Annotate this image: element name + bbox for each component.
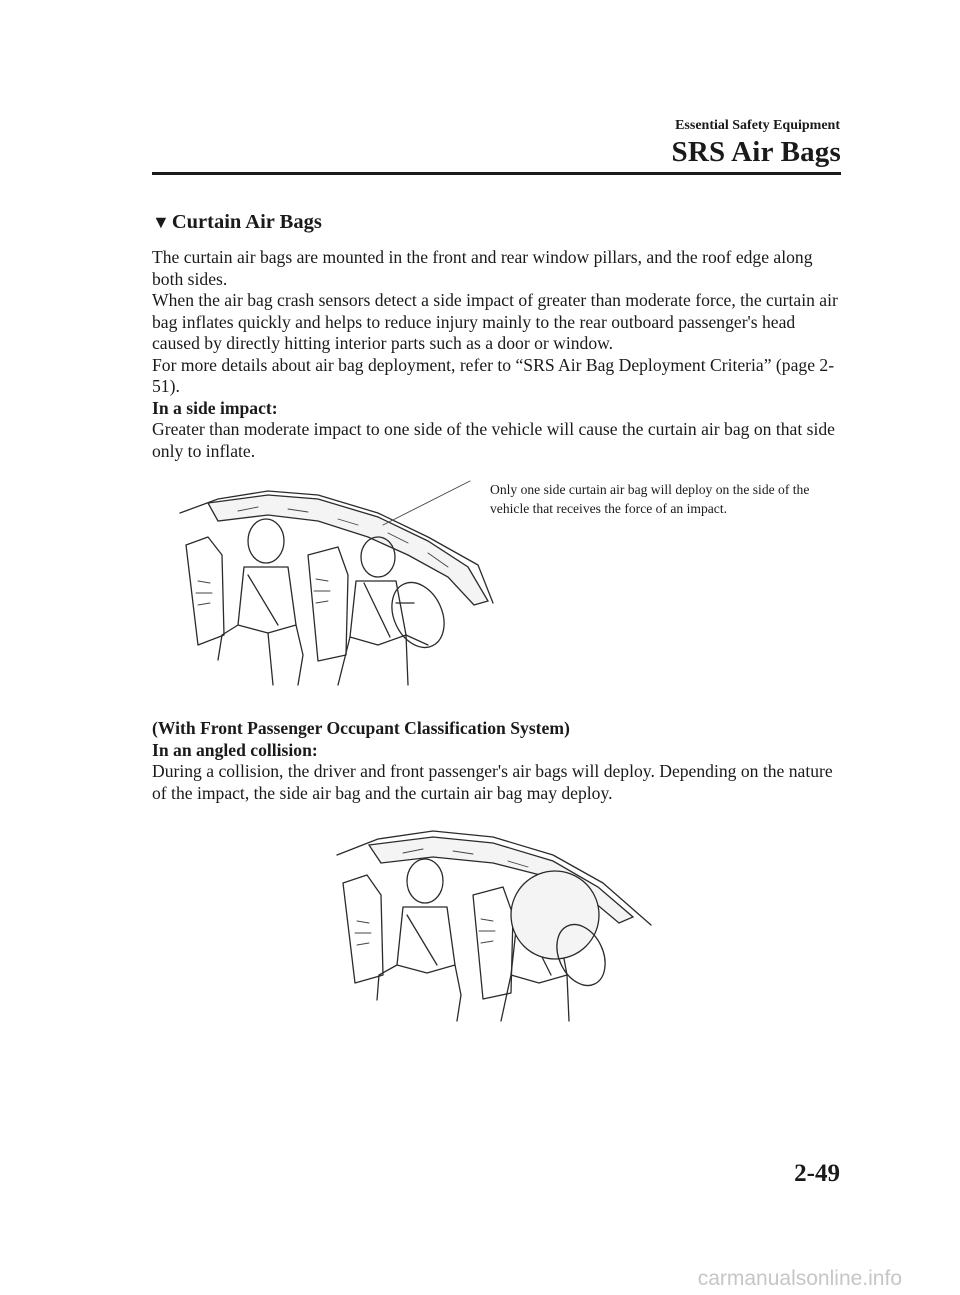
paragraph: Greater than moderate impact to one side of the vehicle will cause the curtain air bag on that side only to inflate. — [152, 419, 835, 461]
header-section-label: Essential Safety Equipment — [675, 118, 840, 133]
side-impact-illustration — [178, 485, 498, 695]
subheading-system: (With Front Passenger Occupant Classification System) — [152, 718, 570, 738]
subheading-angled: In an angled collision: — [152, 739, 318, 760]
figure1-caption: Only one side curtain air bag will deploy on the side of the vehicle that receives the force of an impact. — [490, 482, 810, 516]
watermark: carmanualsonline.info — [697, 1267, 902, 1290]
angled-body — [152, 718, 842, 804]
angled-collision-illustration — [333, 825, 663, 1025]
section-title — [152, 211, 322, 234]
page-number: 2-49 — [794, 1160, 840, 1187]
subheading-side-impact: In a side impact: — [152, 397, 278, 418]
header-title: SRS Air Bags — [671, 136, 841, 168]
paragraph: The curtain air bags are mounted in the front and rear window pillars, and the roof edge along both sides. — [152, 247, 813, 289]
paragraph: For more details about air bag deployment, refer to “SRS Air Bag Deployment Criteria” (page 2-51). — [152, 354, 835, 396]
paragraph: When the air bag crash sensors detect a side impact of greater than moderate force, the curtain air bag inflates quickly and helps to reduce injury mainly to the rear outboard passenger's head caused by directly hitting interior parts such as a door or window. — [152, 290, 838, 353]
section-title-text: Curtain Air Bags — [171, 211, 322, 233]
paragraph: During a collision, the driver and front passenger's air bags will deploy. Depending on the nature of the impact, the side air bag and the curtain air bag may deploy. — [152, 761, 833, 803]
triangle-marker-icon: ▼ — [152, 212, 170, 232]
curtain-body — [152, 247, 842, 462]
header-rule — [152, 172, 841, 175]
